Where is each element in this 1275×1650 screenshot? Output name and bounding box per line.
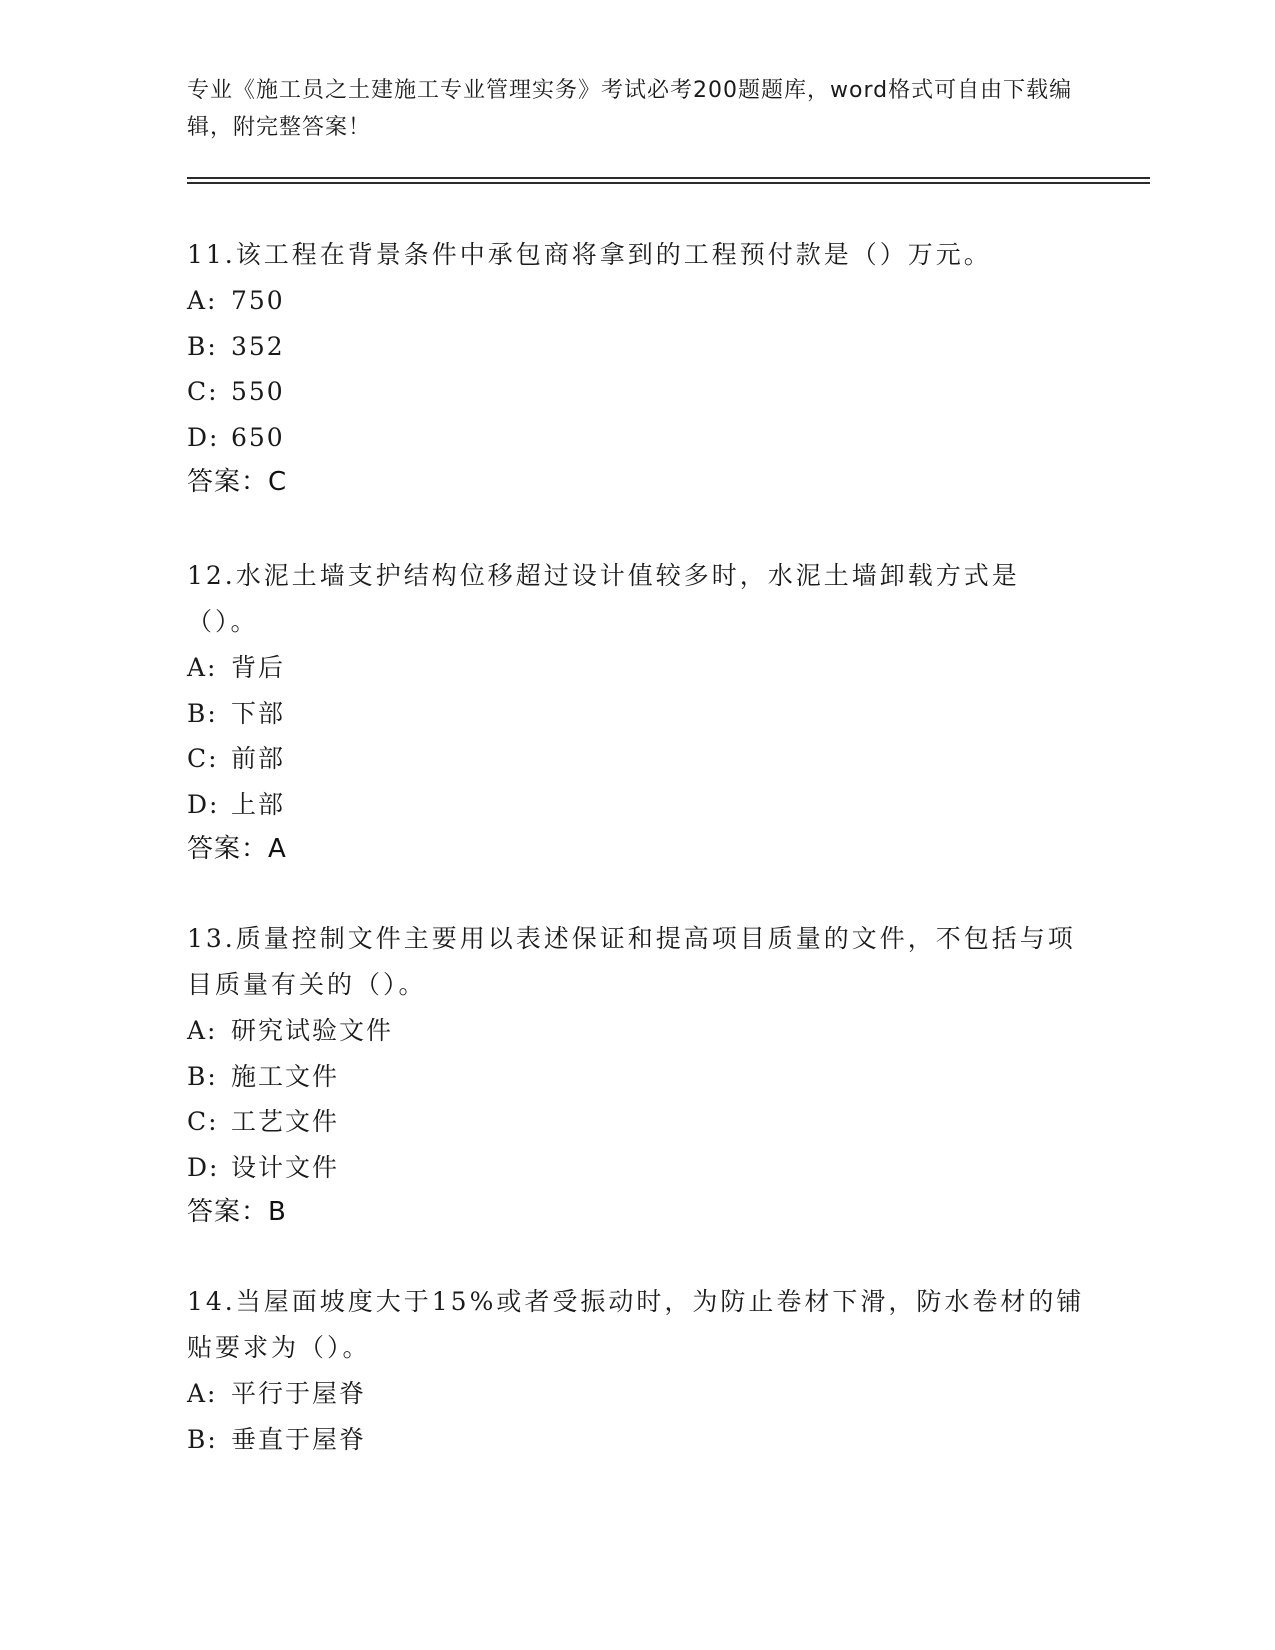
question-13 [187, 916, 1087, 1235]
question-11 [187, 232, 1087, 505]
option-text: 上部 [231, 789, 286, 819]
answer-line: 答案：C [187, 467, 288, 497]
option-text: 设计文件 [231, 1152, 340, 1182]
option-a [187, 645, 1087, 691]
question-stem: 13.质量控制文件主要用以表述保证和提高项目质量的文件，不包括与项目质量有关的（）。 [187, 924, 1076, 999]
option-text: 750 [231, 286, 285, 315]
document-header: 专业《施工员之土建施工专业管理实务》考试必考200题题库，word格式可自由下载编辑，附完整答案！ [187, 78, 1073, 140]
header-divider-bottom [187, 182, 1150, 184]
option-letter: C: [187, 744, 219, 773]
option-text: 研究试验文件 [231, 1016, 394, 1045]
option-letter: A: [187, 653, 218, 682]
option-letter: A: [187, 1379, 218, 1408]
option-letter: C: [187, 377, 219, 406]
header-divider-top [187, 177, 1150, 179]
option-letter: D: [187, 1152, 220, 1182]
option-c [187, 369, 1087, 415]
question-stem: 11.该工程在背景条件中承包商将拿到的工程预付款是（）万元。 [187, 240, 992, 269]
option-text: 背后 [231, 653, 286, 682]
option-c [187, 736, 1087, 782]
option-a [187, 278, 1087, 324]
option-d [187, 415, 1087, 461]
option-letter: A: [187, 286, 218, 315]
option-c [187, 1099, 1087, 1145]
answer-line: 答案：A [187, 834, 287, 864]
option-text: 650 [231, 422, 285, 452]
option-letter: D: [187, 789, 220, 819]
option-letter: B: [187, 1061, 218, 1091]
option-text: 平行于屋脊 [231, 1379, 367, 1408]
option-a [187, 1008, 1087, 1054]
option-letter: C: [187, 1107, 219, 1136]
option-letter: B: [187, 698, 218, 728]
option-text: 352 [231, 331, 285, 361]
option-d [187, 1145, 1087, 1191]
question-12 [187, 553, 1087, 872]
option-letter: A: [187, 1016, 218, 1045]
option-d [187, 782, 1087, 828]
option-text: 工艺文件 [231, 1107, 340, 1136]
option-b [187, 1054, 1087, 1100]
answer-line: 答案：B [187, 1197, 287, 1227]
option-b [187, 691, 1087, 737]
question-stem: 12.水泥土墙支护结构位移超过设计值较多时，水泥土墙卸载方式是（）。 [187, 561, 1020, 636]
option-letter: B: [187, 331, 218, 361]
option-text: 下部 [231, 698, 286, 728]
option-b [187, 1417, 1087, 1463]
option-b [187, 324, 1087, 370]
option-text: 前部 [231, 744, 286, 773]
option-text: 垂直于屋脊 [231, 1424, 367, 1454]
option-text: 550 [231, 377, 285, 406]
option-a [187, 1371, 1087, 1417]
question-stem: 14.当屋面坡度大于15%或者受振动时，为防止卷材下滑，防水卷材的铺贴要求为（）。 [187, 1287, 1085, 1362]
option-text: 施工文件 [231, 1061, 340, 1091]
option-letter: D: [187, 422, 220, 452]
option-letter: B: [187, 1424, 218, 1454]
question-14 [187, 1279, 1087, 1462]
